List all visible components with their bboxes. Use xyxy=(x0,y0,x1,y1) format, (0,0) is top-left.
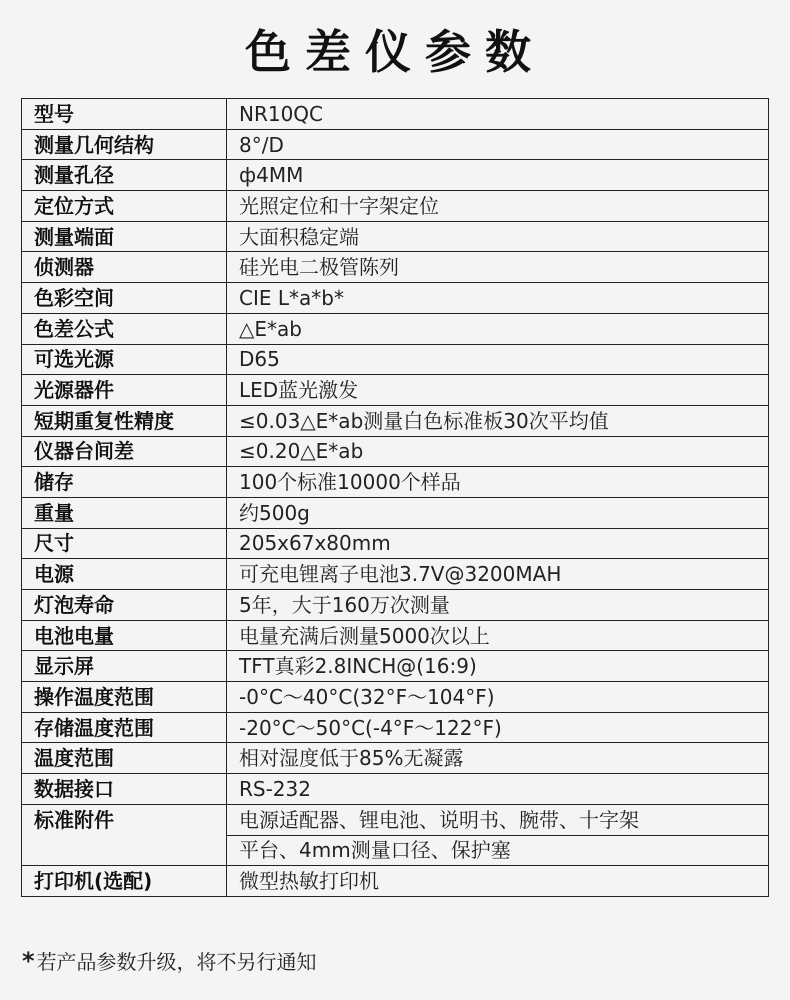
spec-label: 电源 xyxy=(22,559,227,590)
table-row xyxy=(22,405,769,436)
table-row xyxy=(22,129,769,160)
table-row xyxy=(22,313,769,344)
spec-value: 平台、4mm测量口径、保护塞 xyxy=(227,835,769,866)
spec-value: ≤0.20△E*ab xyxy=(227,436,769,467)
spec-label: 仪器台间差 xyxy=(22,436,227,467)
spec-value: 光照定位和十字架定位 xyxy=(227,191,769,222)
spec-table xyxy=(21,98,769,897)
spec-value: 硅光电二极管陈列 xyxy=(227,252,769,283)
spec-label: 光源器件 xyxy=(22,375,227,406)
spec-value: RS-232 xyxy=(227,774,769,805)
table-row xyxy=(22,221,769,252)
table-row xyxy=(22,283,769,314)
footnote-text: 若产品参数升级，将不另行通知 xyxy=(36,950,317,974)
spec-label: 标准附件 xyxy=(22,804,227,835)
footnote xyxy=(22,946,317,977)
spec-label: 灯泡寿命 xyxy=(22,590,227,621)
spec-value: TFT真彩2.8INCH@(16:9) xyxy=(227,651,769,682)
spec-label: 短期重复性精度 xyxy=(22,405,227,436)
table-row xyxy=(22,436,769,467)
table-row xyxy=(22,866,769,897)
spec-value: D65 xyxy=(227,344,769,375)
spec-label: 侦测器 xyxy=(22,252,227,283)
spec-label: 显示屏 xyxy=(22,651,227,682)
spec-label: 色差公式 xyxy=(22,313,227,344)
spec-value: 相对湿度低于85%无凝露 xyxy=(227,743,769,774)
table-row xyxy=(22,682,769,713)
spec-label: 数据接口 xyxy=(22,774,227,805)
table-row xyxy=(22,467,769,498)
spec-value: ≤0.03△E*ab测量白色标准板30次平均值 xyxy=(227,405,769,436)
spec-value: 约500g xyxy=(227,497,769,528)
spec-value: 可充电锂离子电池3.7V@3200MAH xyxy=(227,559,769,590)
spec-value: NR10QC xyxy=(227,99,769,130)
table-row xyxy=(22,743,769,774)
spec-value: 电量充满后测量5000次以上 xyxy=(227,620,769,651)
table-row xyxy=(22,590,769,621)
table-row xyxy=(22,835,769,866)
spec-label: 型号 xyxy=(22,99,227,130)
table-row xyxy=(22,651,769,682)
spec-value: 205x67x80mm xyxy=(227,528,769,559)
table-row xyxy=(22,774,769,805)
spec-label: 色彩空间 xyxy=(22,283,227,314)
spec-label: 测量几何结构 xyxy=(22,129,227,160)
table-row xyxy=(22,344,769,375)
spec-label: 可选光源 xyxy=(22,344,227,375)
spec-label: 电池电量 xyxy=(22,620,227,651)
spec-label: 存储温度范围 xyxy=(22,712,227,743)
spec-value: △E*ab xyxy=(227,313,769,344)
spec-table-body xyxy=(22,99,769,897)
spec-label: 操作温度范围 xyxy=(22,682,227,713)
spec-value: -0°C～40°C(32°F～104°F) xyxy=(227,682,769,713)
spec-value: 大面积稳定端 xyxy=(227,221,769,252)
table-row xyxy=(22,375,769,406)
spec-value: 8°/D xyxy=(227,129,769,160)
table-row xyxy=(22,804,769,835)
spec-label xyxy=(22,835,227,866)
spec-label: 测量孔径 xyxy=(22,160,227,191)
spec-value: LED蓝光激发 xyxy=(227,375,769,406)
table-row xyxy=(22,620,769,651)
spec-label: 储存 xyxy=(22,467,227,498)
table-row xyxy=(22,160,769,191)
table-row xyxy=(22,712,769,743)
spec-label: 打印机(选配) xyxy=(22,866,227,897)
spec-label: 尺寸 xyxy=(22,528,227,559)
spec-value: -20°C～50°C(-4°F～122°F) xyxy=(227,712,769,743)
spec-label: 温度范围 xyxy=(22,743,227,774)
table-row xyxy=(22,191,769,222)
spec-value: 微型热敏打印机 xyxy=(227,866,769,897)
page-title: 色差仪参数 xyxy=(245,25,545,79)
spec-label: 测量端面 xyxy=(22,221,227,252)
table-row xyxy=(22,497,769,528)
spec-value: 5年，大于160万次测量 xyxy=(227,590,769,621)
spec-label: 定位方式 xyxy=(22,191,227,222)
spec-value: CIE L*a*b* xyxy=(227,283,769,314)
spec-label: 重量 xyxy=(22,497,227,528)
table-row xyxy=(22,559,769,590)
spec-value: ф4MM xyxy=(227,160,769,191)
spec-value: 100个标准10000个样品 xyxy=(227,467,769,498)
asterisk-mark: * xyxy=(22,947,35,975)
table-row xyxy=(22,252,769,283)
table-row xyxy=(22,528,769,559)
spec-value: 电源适配器、锂电池、说明书、腕带、十字架 xyxy=(227,804,769,835)
table-row xyxy=(22,99,769,130)
